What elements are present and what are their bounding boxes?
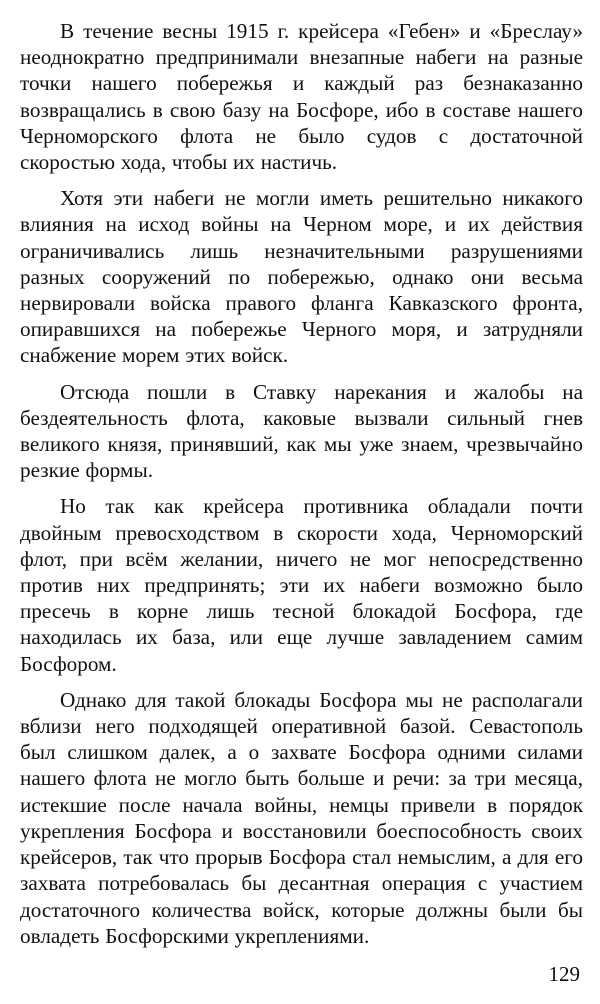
body-text: [20, 18, 583, 959]
paragraph-2: Хотя эти набеги не могли иметь решительно никакого влияния на исход войны на Черном море, и их действия ограничивались лишь незначительными разрушениями разных сооружений по побережью, однако они весьма нервировали войска правого фланга Кавказского фронта, опиравшихся на побережье Черного моря, и затрудняли снабжение морем этих войск.: [20, 186, 583, 368]
page-number: 129: [548, 962, 580, 986]
paragraph-3: Отсюда пошли в Ставку нарекания и жалобы на бездеятельность флота, каковые вызвали сильный гнев великого князя, принявший, как мы уже знаем, чрезвычайно резкие формы.: [20, 379, 583, 483]
paragraph-4: Но так как крейсера противника обладали почти двойным превосходством в скорости хода, Черноморский флот, при всём желании, ничего не мог непосредственно против них предпринять; эти их набеги возможно было пресечь в корне лишь тесной блокадой Босфора, где находилась их база, или еще лучше завладением самим Босфором.: [20, 494, 583, 676]
paragraph-5: Однако для такой блокады Босфора мы не располагали вблизи него подходящей оперативной базой. Севастополь был слишком далек, а о захвате Босфора одними силами нашего флота не могло быть больше и речи: за три месяца, истекшие после начала войны, немцы привели в порядок укрепления Босфора и восстановили боеспособность своих крейсеров, так что прорыв Босфора стал немыслим, а для его захвата потребовалась бы десантная операция с участием достаточного количества войск, которые должны были бы овладеть Босфорскими укреплениями.: [20, 687, 583, 948]
paragraph-1: В течение весны 1915 г. крейсера «Гебен» и «Бреслау» неоднократно предпринимали внезапные набеги на разные точки нашего побережья и каждый раз безнаказанно возвращались в свою базу на Босфоре, ибо в составе нашего Черноморского флота не было судов с достаточной скоростью хода, чтобы их настичь.: [20, 19, 583, 175]
